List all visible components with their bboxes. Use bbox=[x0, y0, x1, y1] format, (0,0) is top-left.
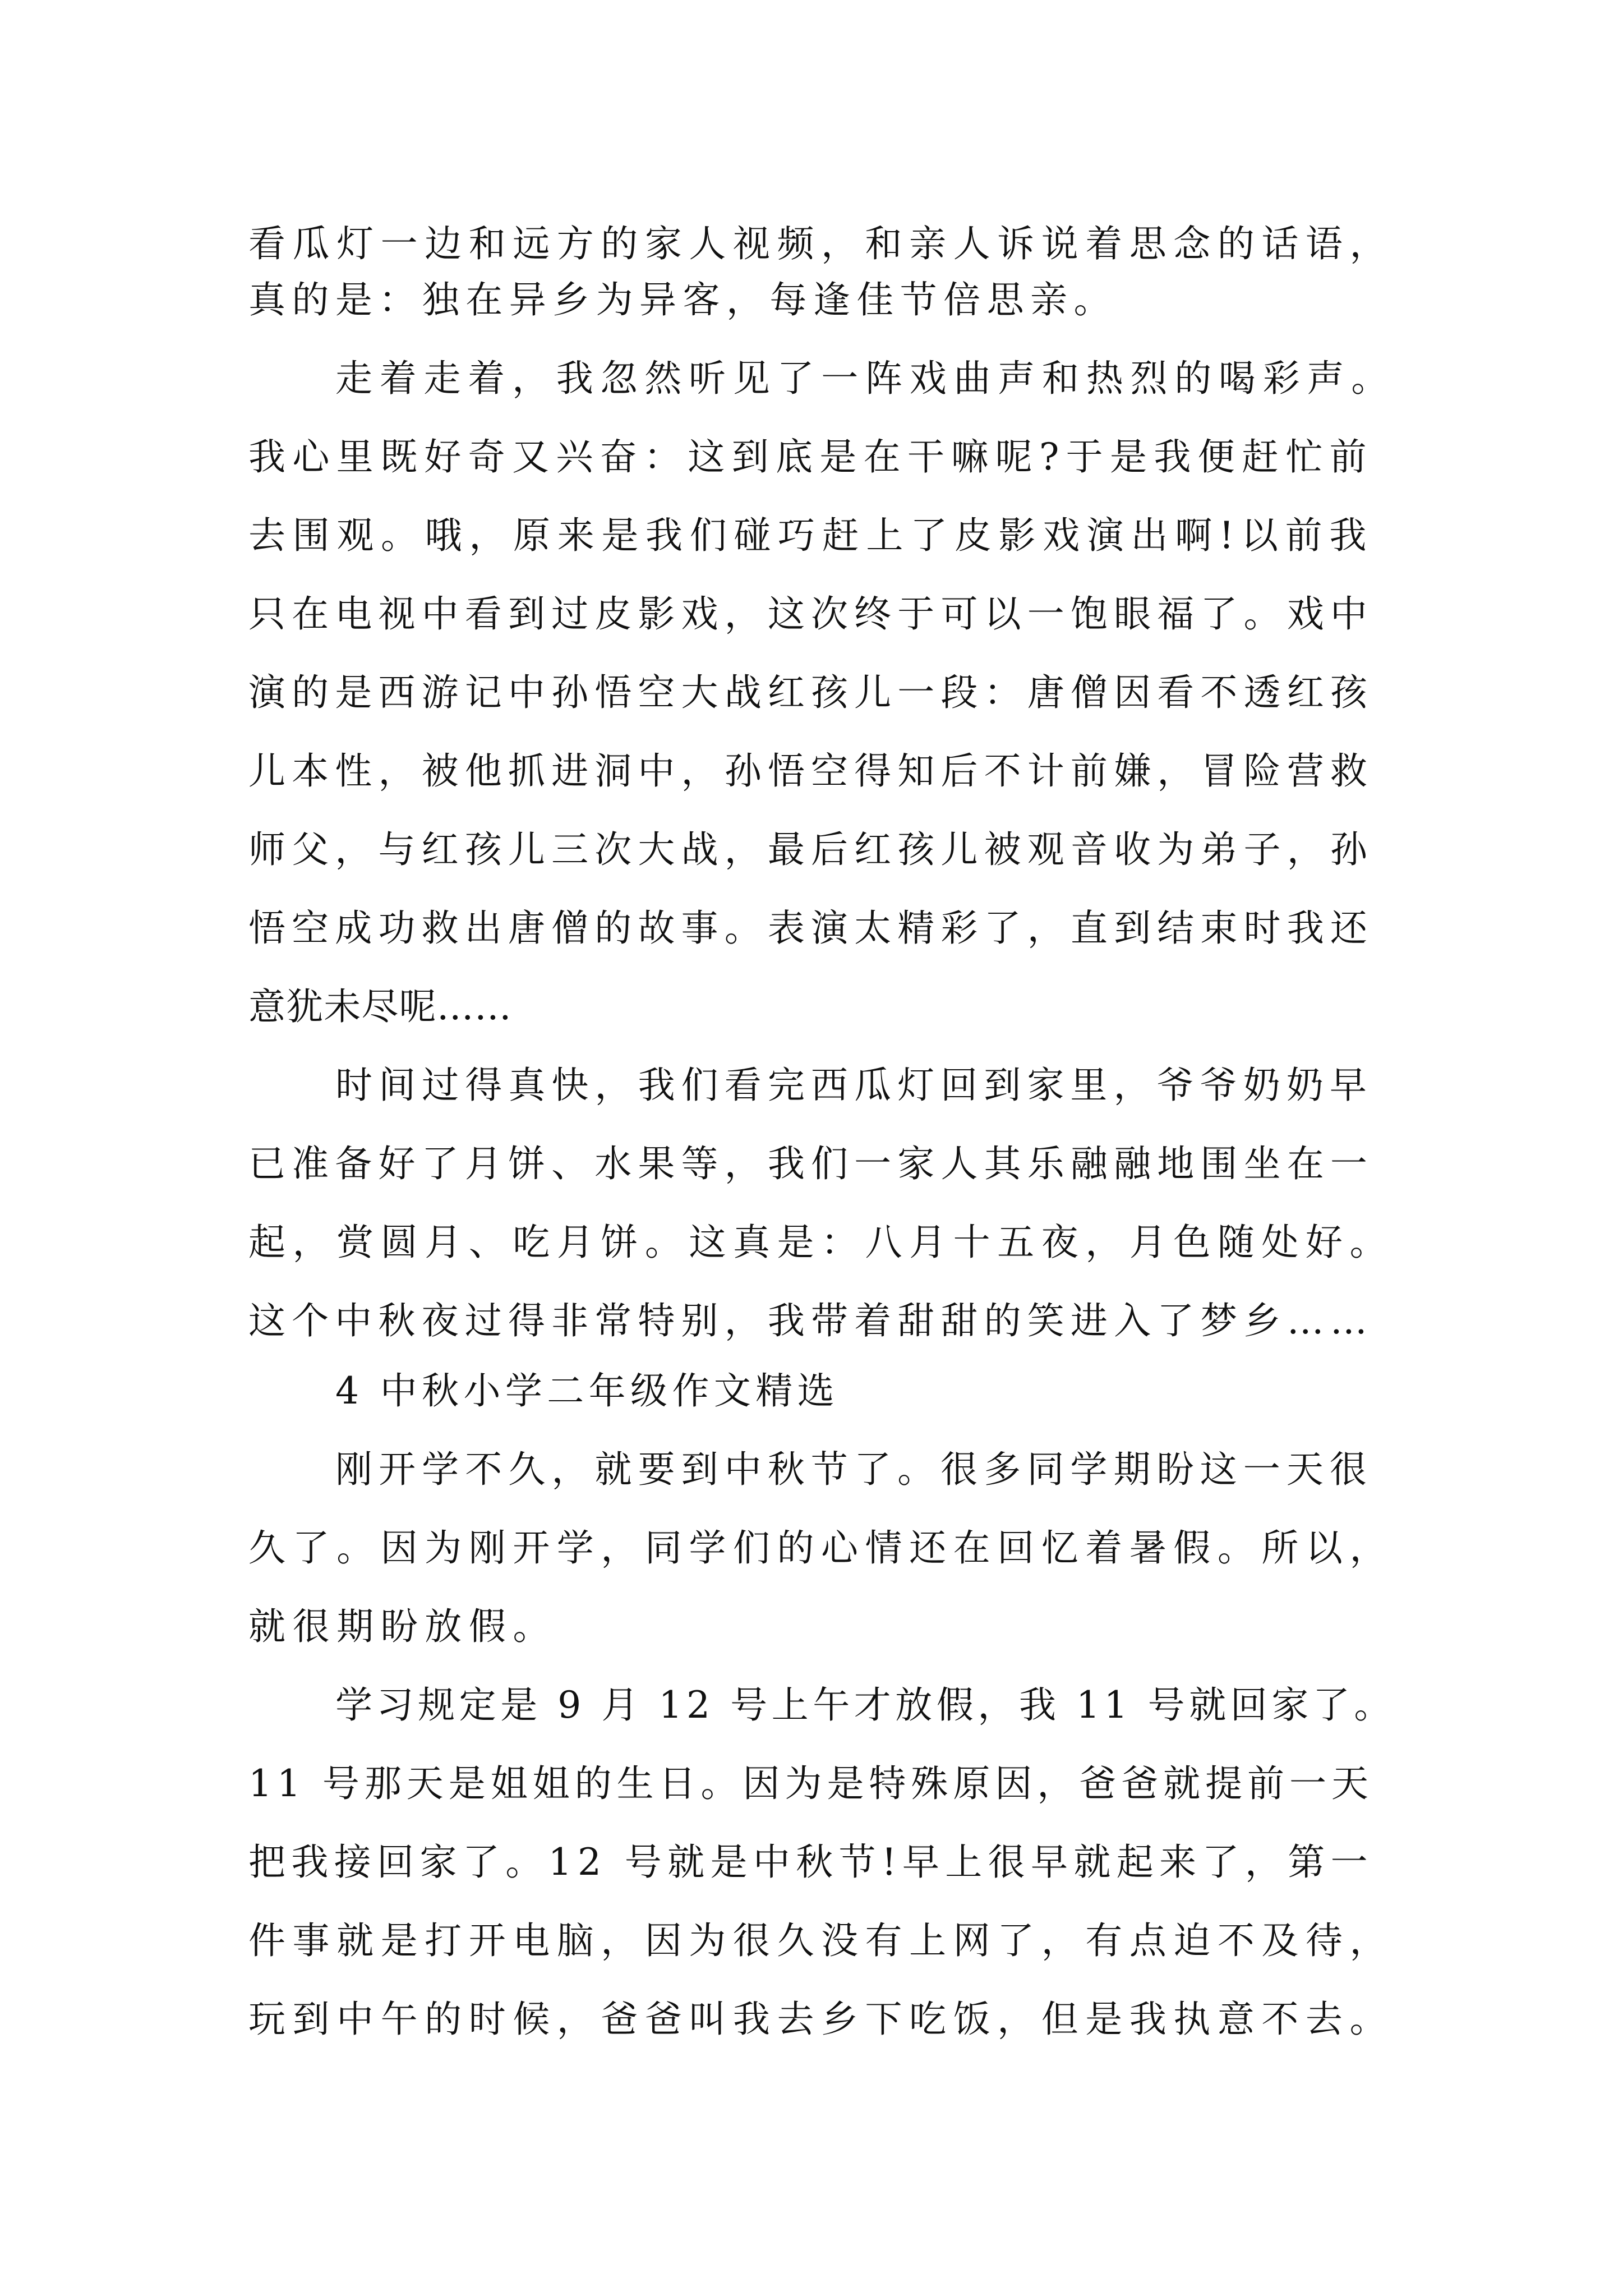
line-text: 师父，与红孩儿三次大战，最后红孩儿被观音收为弟子，孙 bbox=[248, 828, 1373, 871]
line-text: 我心里既好奇又兴奋：这到底是在干嘛呢?于是我便赶忙前 bbox=[248, 435, 1373, 478]
line-text: 悟空成功救出唐僧的故事。表演太精彩了，直到结束时我还 bbox=[248, 907, 1373, 950]
line-text: 去围观。哦，原来是我们碰巧赶上了皮影戏演出啊!以前我 bbox=[248, 514, 1373, 557]
line-text: 儿本性，被他抓进洞中，孙悟空得知后不计前嫌，冒险营救 bbox=[248, 749, 1373, 793]
line-text: 久了。因为刚开学，同学们的心情还在回忆着暑假。所以， bbox=[248, 1526, 1394, 1570]
line-text: 走着走着，我忽然听见了一阵戏曲声和热烈的喝彩声。 bbox=[335, 357, 1395, 400]
line-text: 意犹未尽呢…… bbox=[248, 985, 512, 1028]
line-text: 4 中秋小学二年级作文精选 bbox=[335, 1369, 839, 1412]
line-text: 已准备好了月饼、水果等，我们一家人其乐融融地围坐在一 bbox=[248, 1142, 1373, 1185]
line-text: 学习规定是 9 月 12 号上午才放假，我 11 号就回家了。 bbox=[335, 1683, 1395, 1727]
line-text: 看瓜灯一边和远方的家人视频，和亲人诉说着思念的话语， bbox=[248, 222, 1394, 265]
line-text: 这个中秋夜过得非常特别，我带着甜甜的笑进入了梦乡…… bbox=[248, 1299, 1373, 1342]
line-text: 刚开学不久，就要到中秋节了。很多同学期盼这一天很 bbox=[335, 1448, 1373, 1491]
line-text: 件事就是打开电脑，因为很久没有上网了，有点迫不及待， bbox=[248, 1919, 1394, 1962]
line-text: 真的是：独在异乡为异客，每逢佳节倍思亲。 bbox=[248, 278, 1117, 321]
line-text: 就很期盼放假。 bbox=[248, 1605, 557, 1648]
line-text: 演的是西游记中孙悟空大战红孩儿一段：唐僧因看不透红孩 bbox=[248, 671, 1373, 714]
line-text: 时间过得真快，我们看完西瓜灯回到家里，爷爷奶奶早 bbox=[335, 1064, 1373, 1107]
line-text: 把我接回家了。12 号就是中秋节!早上很早就起来了，第一 bbox=[248, 1841, 1373, 1884]
line-text: 11 号那天是姐姐的生日。因为是特殊原因，爸爸就提前一天 bbox=[248, 1762, 1373, 1805]
line-text: 只在电视中看到过皮影戏，这次终于可以一饱眼福了。戏中 bbox=[248, 592, 1373, 636]
line-text: 玩到中午的时候，爸爸叫我去乡下吃饭，但是我执意不去。 bbox=[248, 1998, 1394, 2041]
line-text: 起，赏圆月、吃月饼。这真是：八月十五夜，月色随处好。 bbox=[248, 1221, 1394, 1264]
